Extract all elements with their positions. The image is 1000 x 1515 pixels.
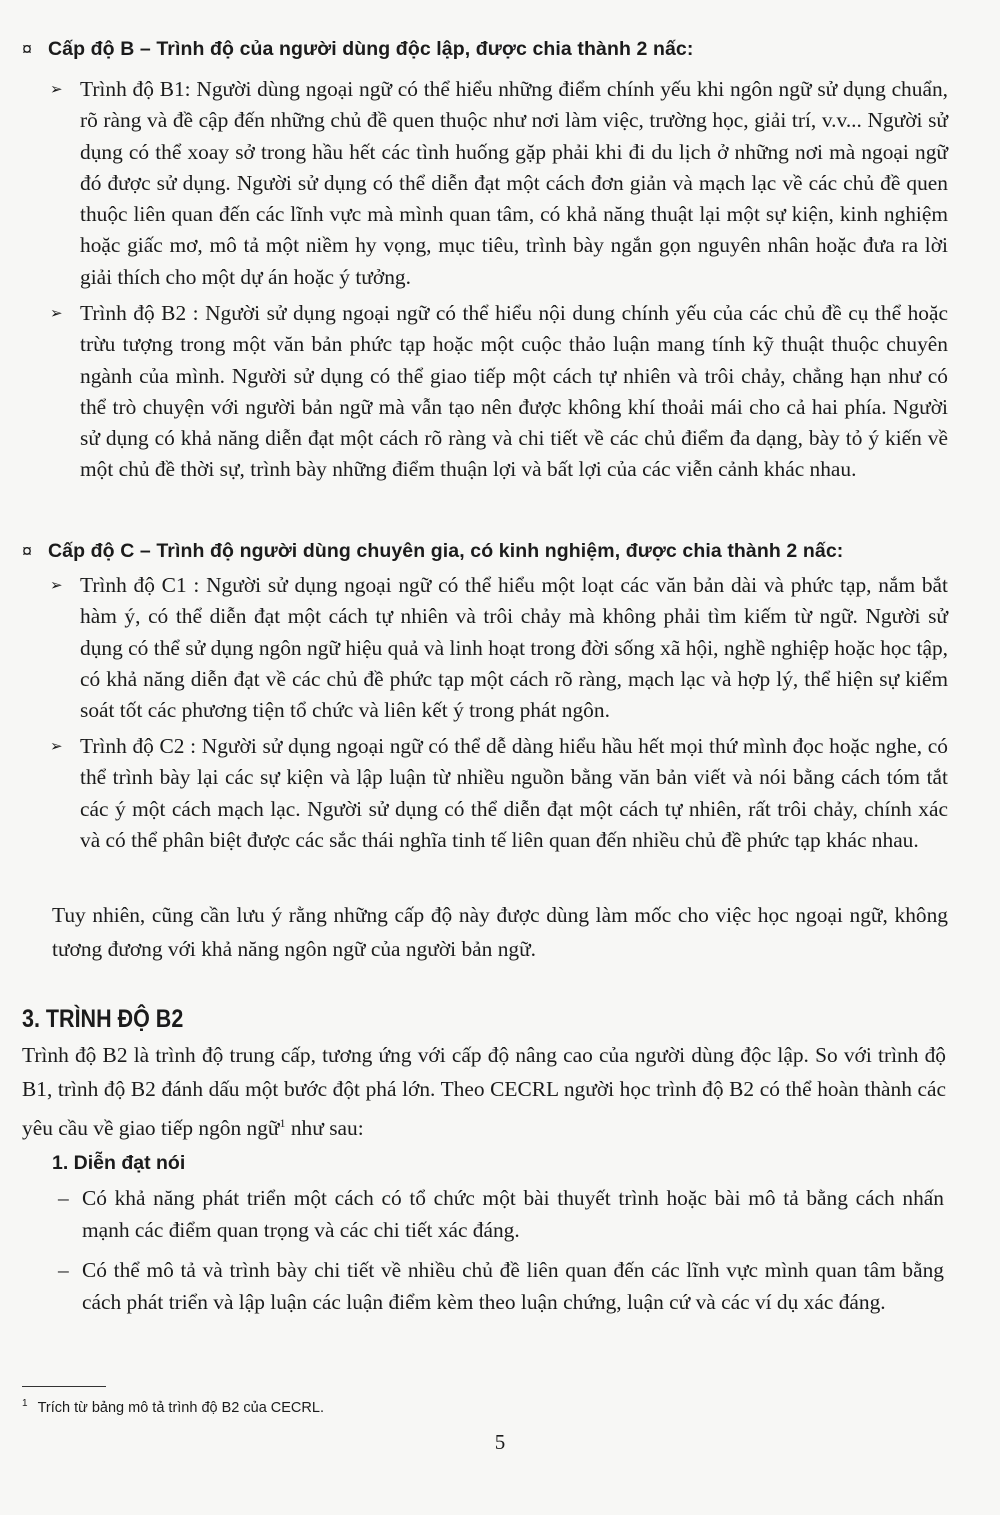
section-marker-icon: ¤ (22, 39, 33, 59)
section-3-intro (22, 1038, 946, 1145)
level-c-heading-text: Cấp độ C – Trình độ người dùng chuyên gia, có kinh nghiệm, được chia thành 2 nấc: (48, 540, 844, 562)
speaking-item: Có khả năng phát triển một cách có tổ chức một bài thuyết trình hoặc bài mô tả bằng cách nhấn mạnh các điểm quan trọng và các chi tiết xác đáng. (82, 1186, 944, 1242)
level-c2-paragraph: Trình độ C2 : Người sử dụng ngoại ngữ có thể dễ dàng hiểu hầu hết mọi thứ mình đọc hoặc nghe, có thể trình bày lại các sự kiện và lập luận từ nhiều nguồn bằng văn bản viết và nói bằng cách tóm tắt các ý một cách mạch lạc. Người sử dụng có thể diễn đạt một cách tự nhiên, rất trôi chảy, chính xác và có thể phân biệt được các sắc thái nghĩa tinh tế liên quan đến nhiều chủ đề phức tạp khác nhau. (80, 734, 948, 852)
page-number: 5 (494, 1430, 506, 1454)
level-c1-paragraph: Trình độ C1 : Người sử dụng ngoại ngữ có thể hiểu một loạt các văn bản dài và phức tạp, nắm bắt hàm ý, có thể diễn đạt một cách tự nhiên và trôi chảy mà không phải tìm kiếm từ ngữ. Người sử dụng có thể sử dụng ngôn ngữ hiệu quả và linh hoạt trong đời sống xã hội, nghề nghiệp hoặc học tập, có khả năng diễn đạt về các chủ đề phức tạp một cách rõ ràng, mạch lạc và hợp lý, thể hiện sự kiểm soát tốt các phương tiện tổ chức và liên kết ý trong phát ngôn. (80, 573, 948, 723)
level-b-heading-text: Cấp độ B – Trình độ của người dùng độc lập, được chia thành 2 nấc: (48, 38, 694, 60)
speaking-item: Có thể mô tả và trình bày chi tiết về nhiều chủ đề liên quan đến các lĩnh vực mình quan tâm bằng cách phát triển và lập luận các luận điểm kèm theo luận chứng, luận cứ và các ví dụ xác đáng. (82, 1258, 944, 1314)
note-paragraph: Tuy nhiên, cũng cần lưu ý rằng những cấp độ này được dùng làm mốc cho việc học ngoại ngữ, không tương đương với khả năng ngôn ngữ của người bản ngữ. (52, 903, 948, 961)
level-b1-paragraph: Trình độ B1: Người dùng ngoại ngữ có thể hiểu những điểm chính yếu khi ngôn ngữ sử dụng chuẩn, rõ ràng và đề cập đến những chủ đề quen thuộc như nơi làm việc, trường học, giải trí, v.v... Người sử dụng có thể xoay sở trong hầu hết các tình huống gặp phải khi đi du lịch ở những nơi mà ngoại ngữ đó được sử dụng. Người sử dụng có thể diễn đạt một cách đơn giản và mạch lạc về các chủ đề quen thuộc liên quan đến các lĩnh vực mà mình quan tâm, có khả năng thuật lại một sự kiện, kinh nghiệm hoặc giấc mơ, mô tả một niềm hy vọng, mục tiêu, trình bày ngắn gọn nguyên nhân hoặc đưa ra lời giải thích cho một dự án hoặc ý tưởng. (80, 77, 948, 289)
footnote-text: Trích từ bảng mô tả trình độ B2 của CECRL. (37, 1399, 324, 1416)
arrow-bullet-icon: ➢ (50, 576, 63, 594)
footnote-reference: 1 (279, 1116, 286, 1130)
intro-text: Trình độ B2 là trình độ trung cấp, tương ứng với cấp độ nâng cao của người dùng độc lập. So với trình độ B1, trình độ B2 đánh dấu một bước đột phá lớn. Theo CECRL người học trình độ B2 có thể hoàn thành các yêu cầu về giao tiếp ngôn ngữ (22, 1043, 946, 1141)
footnote (22, 1398, 324, 1416)
dash-bullet: – (58, 1186, 69, 1210)
level-b-heading (22, 38, 982, 61)
arrow-bullet-icon: ➢ (50, 80, 63, 98)
arrow-bullet-icon: ➢ (50, 304, 63, 322)
arrow-bullet-icon: ➢ (50, 737, 63, 755)
subheading-speaking: 1. Diễn đạt nói (52, 1152, 186, 1174)
intro-text-end: như sau: (285, 1116, 364, 1141)
level-c-heading (22, 540, 982, 563)
section-marker-icon: ¤ (22, 541, 33, 561)
level-b2-paragraph: Trình độ B2 : Người sử dụng ngoại ngữ có thể hiểu nội dung chính yếu của các chủ đề cụ thể hoặc trừu tượng trong một văn bản phức tạp hoặc một cuộc thảo luận mang tính kỹ thuật thuộc chuyên ngành của mình. Người sử dụng có thể giao tiếp một cách tự nhiên và trôi chảy, chẳng hạn như có thể trò chuyện với người bản ngữ mà vẫn tạo nên được không khí thoải mái cho cả hai phía. Người sử dụng có khả năng diễn đạt một cách rõ ràng và chi tiết về các chủ điểm đa dạng, bày tỏ ý kiến về một chủ đề thời sự, trình bày những điểm thuận lợi và bất lợi của các viễn cảnh khác nhau. (80, 301, 948, 482)
footnote-mark: 1 (22, 1398, 28, 1409)
footnote-divider (22, 1386, 106, 1387)
section-3-title: 3. TRÌNH ĐỘ B2 (22, 1005, 184, 1033)
dash-bullet: – (58, 1258, 69, 1282)
